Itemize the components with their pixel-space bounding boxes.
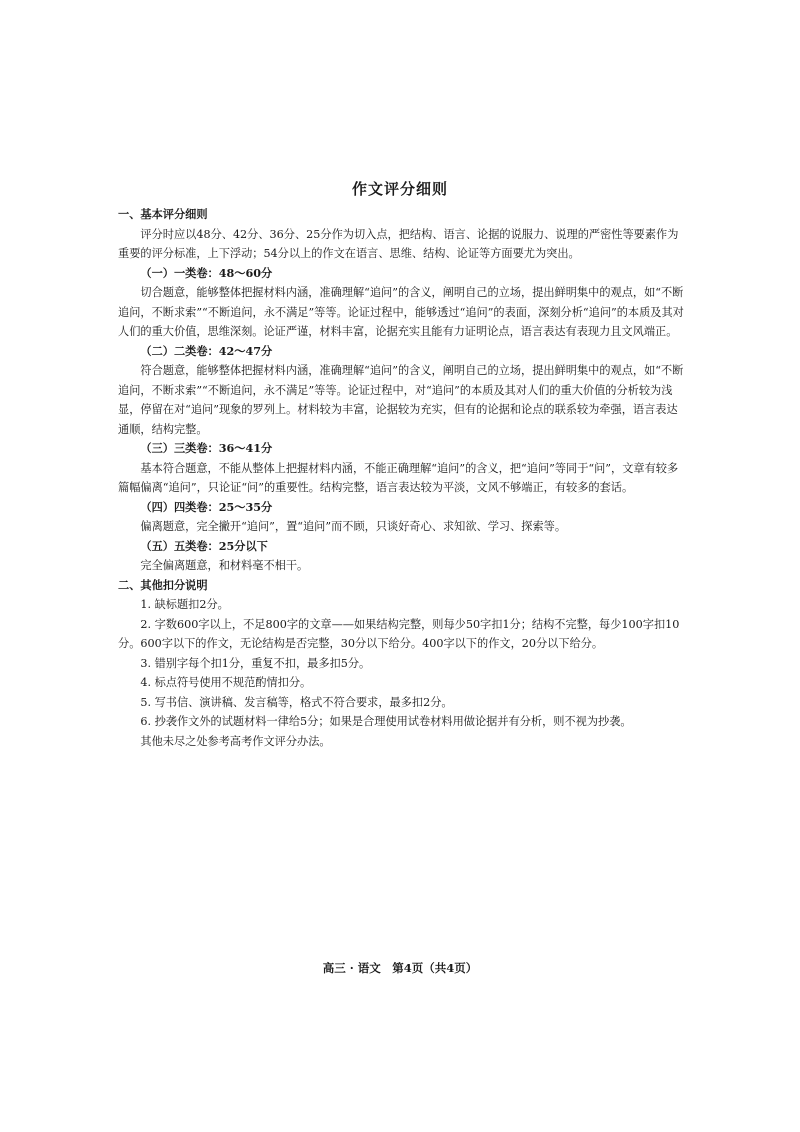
section-1-heading: 一、基本评分细则 [118,207,208,221]
category-2-heading: （二）二类卷：42～47分 [140,343,273,358]
category-4-heading: （四）四类卷：25～35分 [140,499,273,514]
deduction-item: 3. 错别字每个扣1分，重复不扣，最多扣5分。 [140,656,371,670]
category-3-text: 基本符合题意，不能从整体上把握材料内涵，不能正确理解“追问”的含义，把“追问”等同于“问”，文章有较多篇幅偏离“追问”，只论证“问”的重要性。结构完整，语言表达较为平淡，文风不够端正，有较多的套话。 [118,461,679,494]
document-body [118,205,688,751]
category-2-text: 符合题意，能够整体把握材料内涵，准确理解“追问”的含义，阐明自己的立场，提出鲜明集中的观点，如“不断追问，不断求索”“不断追问，永不满足”等等。论证过程中，对“追问”的本质及其对人们的重大价值的分析较为浅显，停留在对“追问”现象的罗列上。材料较为丰富，论据较为充实，但有的论据和论点的联系较为牵强，语言表达通顺，结构完整。 [118,364,684,436]
deduction-item: 5. 写书信、演讲稿、发言稿等，格式不符合要求，最多扣2分。 [140,695,453,709]
section-1-intro: 评分时应以48分、42分、36分、25分作为切入点，把结构、语言、论据的说服力、说理的严密性等要素作为重要的评分标准，上下浮动；54分以上的作文在语言、思维、结构、论证等方面要尤为突出。 [118,227,679,260]
deduction-item: 6. 抄袭作文外的试题材料一律给5分；如果是合理使用试卷材料用做论据并有分析，则不视为抄袭。 [140,715,632,728]
category-5-text: 完全偏离题意，和材料毫不相干。 [140,559,309,572]
deduction-item: 2. 字数600字以上，不足800字的文章——如果结构完整，则每少50字扣1分；结构不完整，每少100字扣10分。600字以下的作文，无论结构是否完整，30分以下给分。400字以下的作文，20分以下给分。 [118,617,680,650]
closing-note: 其他未尽之处参考高考作文评分办法。 [140,734,331,748]
category-1-text: 切合题意，能够整体把握材料内涵，准确理解“追问”的含义，阐明自己的立场，提出鲜明集中的观点，如“不断追问，不断求索”“不断追问，永不满足”等等。论证过程中，能够透过“追问”的表面，深刻分析“追问”的本质及其对人们的重大价值，思维深刻。论证严谨，材料丰富，论据充实且能有力证明论点，语言表达有表现力且文风端正。 [118,286,684,338]
category-5-heading: （五）五类卷：25分以下 [140,538,268,553]
section-2-heading: 二、其他扣分说明 [118,577,208,592]
deduction-item: 1. 缺标题扣2分。 [140,598,229,611]
category-3-heading: （三）三类卷：36～41分 [140,441,273,455]
deduction-item: 4. 标点符号使用不规范酌情扣分。 [140,676,312,689]
category-1-heading: （一）一类卷：48～60分 [140,265,273,280]
page-footer: 高三 · 语文 第4页（共4页） [322,961,478,975]
category-4-text: 偏离题意，完全撇开“追问”，置“追问”而不顾，只谈好奇心、求知欲、学习、探索等。 [140,520,567,533]
page-title: 作文评分细则 [351,180,448,198]
